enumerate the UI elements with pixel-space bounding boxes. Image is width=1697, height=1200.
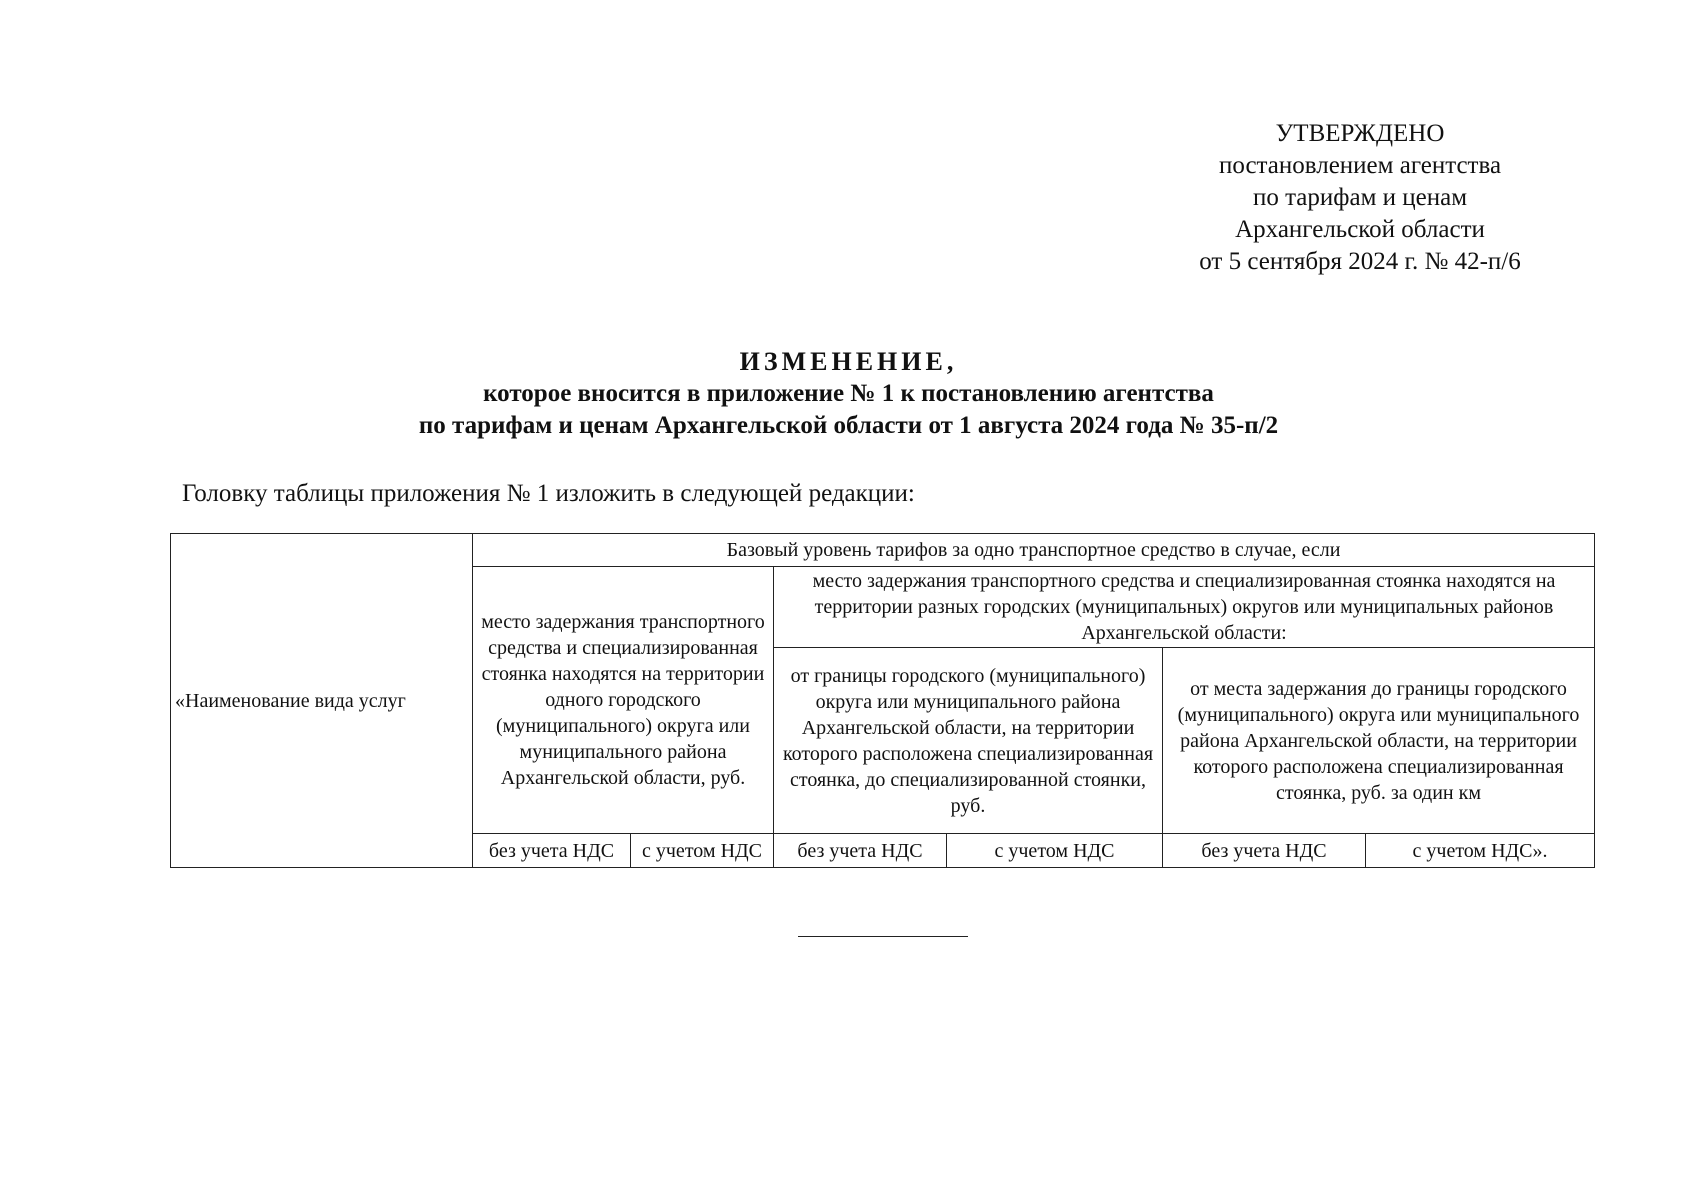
approval-title: УТВЕРЖДЕНО [1275, 120, 1445, 147]
heading-subtitle: по тарифам и ценам Архангельской области от 1 августа 2024 года № 35-п/2 [418, 412, 1279, 439]
approval-stamp [1180, 118, 1540, 278]
vat-exclusive-header: без учета НДС [473, 834, 631, 868]
from-border-header: от границы городского (муниципального) округа или муниципального района Архангельской области, на территории которого расположена специализированная стоянка, до специализированной стоянки, руб. [774, 648, 1163, 834]
vat-inclusive-header: с учетом НДС [947, 834, 1163, 868]
approval-date: от 5 сентября 2024 г. № 42-п/6 [1199, 248, 1521, 275]
vat-exclusive-header: без учета НДС [774, 834, 947, 868]
document-heading [0, 346, 1697, 442]
approval-line: по тарифам и ценам [1252, 184, 1468, 211]
closing-rule [798, 936, 968, 937]
heading-subtitle: которое вносится в приложение № 1 к постановлению агентства [483, 380, 1214, 407]
approval-line: Архангельской области [1235, 216, 1485, 243]
different-territory-header: место задержания транспортного средства и специализированная стоянка находятся на территории разных городских (муниципальных) округов или муниципальных районов Архангельской области: [774, 567, 1595, 648]
table-row [171, 534, 1595, 567]
intro-paragraph: Головку таблицы приложения № 1 изложить в следующей редакции: [182, 480, 915, 507]
service-name-header: «Наименование вида услуг [171, 534, 473, 868]
approval-line: постановлением агентства [1218, 152, 1502, 179]
heading-title: ИЗМЕНЕНИЕ, [739, 347, 958, 376]
vat-inclusive-header: с учетом НДС». [1366, 834, 1595, 868]
from-place-header: от места задержания до границы городского (муниципального) округа или муниципального района Архангельской области, на территории которого расположена специализированная стоянка, руб. за один км [1163, 648, 1595, 834]
vat-inclusive-header: с учетом НДС [631, 834, 774, 868]
base-level-header: Базовый уровень тарифов за одно транспортное средство в случае, если [473, 534, 1595, 567]
same-territory-header: место задержания транспортного средства и специализированная стоянка находятся на территории одного городского (муниципального) округа или муниципального района Архангельской области, руб. [473, 567, 774, 834]
vat-exclusive-header: без учета НДС [1163, 834, 1366, 868]
tariff-table-header [170, 533, 1595, 868]
